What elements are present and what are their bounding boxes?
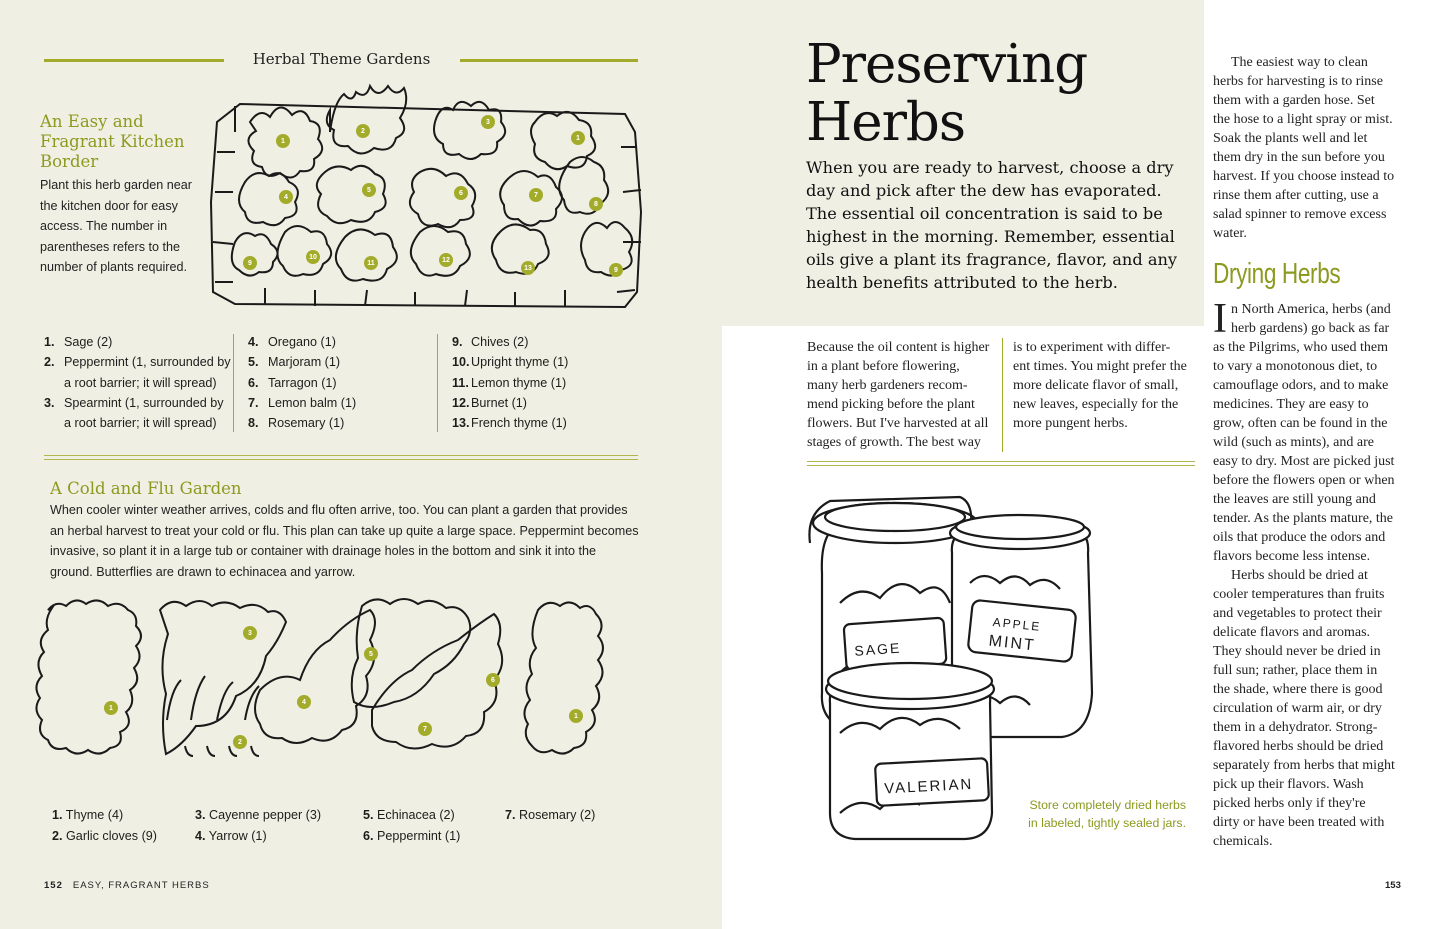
body-column-2: [1013, 338, 1195, 433]
kitchen-title-line: Fragrant Kitchen: [40, 132, 185, 151]
kitchen-border-title: [40, 112, 184, 172]
list-item: 13. French thyme (1): [452, 416, 567, 431]
plan-marker: 1: [569, 709, 583, 723]
body-line: oils that produce the odors and: [1213, 530, 1386, 545]
body-line: ent times. You might prefer the: [1013, 359, 1187, 374]
kitchen-plant-list-col1: [44, 332, 231, 433]
body-line: herbs for harvesting is to rinse: [1213, 74, 1383, 89]
body-line: before the flowers open or when: [1213, 473, 1395, 488]
body-line: them dry in the sun before you: [1213, 150, 1385, 165]
body-line: herb gardens) go back as far: [1231, 321, 1390, 336]
list-item: 5. Marjoram (1): [248, 355, 341, 370]
body-line: the leaves are still young and: [1213, 492, 1376, 507]
page-number: 152: [44, 880, 63, 891]
body-line: the shade, where there is good: [1213, 682, 1383, 697]
drying-herbs-text: [1213, 296, 1401, 851]
kitchen-border-body: [40, 175, 220, 278]
body-line: ground. Butterflies are drawn to echinacea and yarrow.: [50, 564, 356, 579]
body-line: cooler temperatures than fruits: [1213, 587, 1385, 602]
jar-label-apple: APPLE: [992, 614, 1042, 634]
kitchen-plant-list-col3: [452, 332, 568, 433]
cold-list-col2: [195, 805, 321, 846]
list-item: 12. Burnet (1): [452, 395, 527, 410]
jar-label-valerian: VALERIAN: [883, 775, 974, 798]
body-line: The easiest way to clean: [1231, 55, 1368, 70]
body-line: them in a dehydrator. Strong-: [1213, 720, 1378, 735]
plan-marker: 12: [439, 253, 453, 267]
body-line: They should never be dried in: [1213, 644, 1381, 659]
plan-marker: 6: [454, 186, 468, 200]
body-line: parentheses refers to the: [40, 239, 181, 254]
body-line: and vegetables to protect their: [1213, 606, 1382, 621]
body-line: is to experiment with differ-: [1013, 340, 1171, 355]
body-line: flavored herbs should be dried: [1213, 739, 1384, 754]
section-divider: [807, 461, 1195, 466]
body-line: Plant this herb garden near: [40, 178, 192, 192]
body-line: n North America, herbs (and: [1231, 302, 1391, 317]
body-line: grow, often can be found in the: [1213, 416, 1388, 431]
body-line: rinse them after cutting, use a: [1213, 188, 1379, 203]
body-line: invasive, so plant it in a large tub or container with drainage holes in the bottom and sink it into the: [50, 544, 597, 558]
plan-marker: 2: [233, 735, 247, 749]
body-line: in a plant before flowering,: [807, 359, 960, 374]
body-line: new leaves, especially for the: [1013, 397, 1179, 412]
body-line: tender. As the plants mature, the: [1213, 511, 1394, 526]
column-divider: [437, 334, 438, 432]
plan-marker: 7: [529, 188, 543, 202]
body-line: When cooler winter weather arrives, colds and flu often arrive, too. You can plant a garden that provides: [50, 503, 628, 517]
plan-marker: 9: [243, 256, 257, 270]
drop-cap: I: [1213, 296, 1227, 342]
plan-marker: 1: [571, 131, 585, 145]
kitchen-title-line: An Easy and: [40, 112, 144, 131]
body-line: dirty or have been treated with: [1213, 815, 1385, 830]
plan-marker: 13: [521, 261, 535, 275]
body-line: easy to dry. Most are picked just: [1213, 454, 1395, 469]
plan-marker: 3: [481, 115, 495, 129]
plan-marker: 4: [297, 695, 311, 709]
list-item: 2. Garlic cloves (9): [52, 828, 157, 843]
running-head: EASY, FRAGRANT HERBS: [72, 880, 210, 891]
list-item: a root barrier; it will spread): [64, 375, 217, 390]
cold-flu-garden-illustration: [42, 590, 642, 788]
drying-herbs-title: Drying Herbs: [1213, 258, 1341, 290]
list-item: 5. Echinacea (2): [363, 808, 455, 822]
lead-paragraph: When you are ready to harvest, choose a dry day and pick after the dew has evaporated. The essential oil concentration is said to be highest in the morning. Remember, essential oils give a plant its fragrance, flavor, and any health benefits attributed to the herb.: [806, 158, 1178, 292]
cold-list-col3: [363, 805, 460, 846]
body-line: delicate flavors and aromas.: [1213, 625, 1371, 640]
list-item: a root barrier; it will spread): [64, 416, 217, 431]
body-line: an herbal harvest to treat your cold or flu. This plan can take up quite a large space. Peppermint becomes: [50, 523, 639, 538]
title-line: Herbs: [806, 92, 966, 153]
plan-marker: 1: [104, 701, 118, 715]
list-item: 4. Oregano (1): [248, 335, 336, 349]
body-line: the kitchen door for easy: [40, 198, 178, 213]
plan-marker: 3: [243, 626, 257, 640]
body-line: chemicals.: [1213, 834, 1273, 849]
body-line: mend picking before the plant: [807, 397, 975, 412]
plan-marker: 10: [306, 250, 320, 264]
kitchen-plant-list-col2: [248, 332, 356, 433]
section-divider: [44, 455, 638, 460]
body-line: more delicate flavor of small,: [1013, 378, 1179, 393]
kitchen-title-line: Border: [40, 152, 99, 171]
body-line: water.: [1213, 226, 1247, 241]
plan-marker: 4: [279, 190, 293, 204]
left-footer: [44, 880, 210, 891]
header-rule-left: [44, 59, 224, 62]
plan-marker: 8: [589, 197, 603, 211]
body-line: stages of growth. The best way: [807, 435, 981, 450]
page-number: 153: [1385, 880, 1401, 891]
list-item: 3. Cayenne pepper (3): [195, 808, 322, 822]
body-line: them with a garden hose. Set: [1213, 93, 1375, 108]
plan-marker: 1: [276, 134, 290, 148]
plan-marker: 9: [609, 263, 623, 277]
section-header: Herbal Theme Gardens: [252, 50, 431, 68]
list-item: 11. Lemon thyme (1): [452, 375, 567, 390]
body-line: wild (such as mints), and are: [1213, 435, 1374, 450]
body-line: the hose to a light spray or mist.: [1213, 112, 1393, 127]
body-column-1: [807, 338, 994, 452]
title-line: Preserving: [806, 34, 1088, 95]
cold-flu-body: [50, 500, 650, 582]
body-line: Herbs should be dried at: [1231, 568, 1368, 583]
list-item: 7. Lemon balm (1): [248, 395, 357, 410]
body-line: pick up their flavors. Wash: [1213, 777, 1364, 792]
harvest-cleaning-text: [1213, 53, 1401, 243]
body-line: camouflage odors, and to make: [1213, 378, 1389, 393]
list-item: 2. Peppermint (1, surrounded by: [44, 355, 231, 370]
caption-line: in labeled, tightly sealed jars.: [1028, 815, 1186, 830]
body-line: to vary a monotonous diet, to: [1213, 359, 1378, 374]
body-line: circulation of warm air, or dry: [1213, 701, 1382, 716]
plan-marker: 5: [362, 183, 376, 197]
list-item: 7. Rosemary (2): [505, 808, 596, 822]
plan-marker: 2: [356, 124, 370, 138]
kitchen-garden-illustration: [205, 92, 655, 314]
body-line: number of plants required.: [40, 260, 188, 274]
plan-marker: 11: [364, 256, 378, 270]
illustration-caption: [1010, 797, 1186, 832]
body-line: Because the oil content is higher: [807, 340, 990, 355]
body-line: separately from herbs that might: [1213, 758, 1395, 773]
body-line: Soak the plants well and let: [1213, 131, 1368, 146]
page-title: [806, 36, 1087, 152]
header-rule-right: [460, 59, 638, 62]
jar-label-mint: MINT: [987, 632, 1037, 655]
plan-marker: 6: [486, 673, 500, 687]
body-line: flavors become less intense.: [1213, 549, 1371, 564]
cold-list-col1: [52, 805, 157, 846]
body-line: many herb gardeners recom-: [807, 378, 968, 393]
herb-jars-illustration: [800, 493, 1100, 843]
body-line: more pungent herbs.: [1013, 416, 1128, 431]
list-item: 10. Upright thyme (1): [452, 355, 569, 370]
body-line: as the Pilgrims, who used them: [1213, 340, 1388, 355]
cold-list-col4: [505, 805, 595, 826]
body-line: full sun; rather, place them in: [1213, 663, 1378, 678]
body-line: picked herbs only if they're: [1213, 796, 1366, 811]
list-item: 6. Peppermint (1): [363, 828, 461, 843]
cold-flu-title: A Cold and Flu Garden: [50, 479, 242, 498]
body-line: flowers. But I've harvested at all: [807, 416, 989, 431]
column-divider: [233, 334, 234, 432]
list-item: 8. Rosemary (1): [248, 416, 345, 431]
body-line: harvest. If you choose instead to: [1213, 169, 1395, 184]
list-item: 1. Thyme (4): [52, 808, 124, 822]
body-line: salad spinner to remove excess: [1213, 207, 1387, 222]
body-line: access. The number in: [40, 219, 168, 233]
list-item: 3. Spearmint (1, surrounded by: [44, 395, 224, 410]
list-item: 1. Sage (2): [44, 335, 113, 349]
list-item: 4. Yarrow (1): [195, 828, 267, 843]
jar-label-sage: SAGE: [853, 639, 902, 659]
column-divider: [1002, 338, 1003, 452]
caption-line: Store completely dried herbs: [1029, 798, 1186, 812]
list-item: 6. Tarragon (1): [248, 375, 337, 390]
body-line: medicines. They are easy to: [1213, 397, 1369, 412]
plan-marker: 5: [364, 647, 378, 661]
list-item: 9. Chives (2): [452, 335, 529, 349]
plan-marker: 7: [418, 722, 432, 736]
